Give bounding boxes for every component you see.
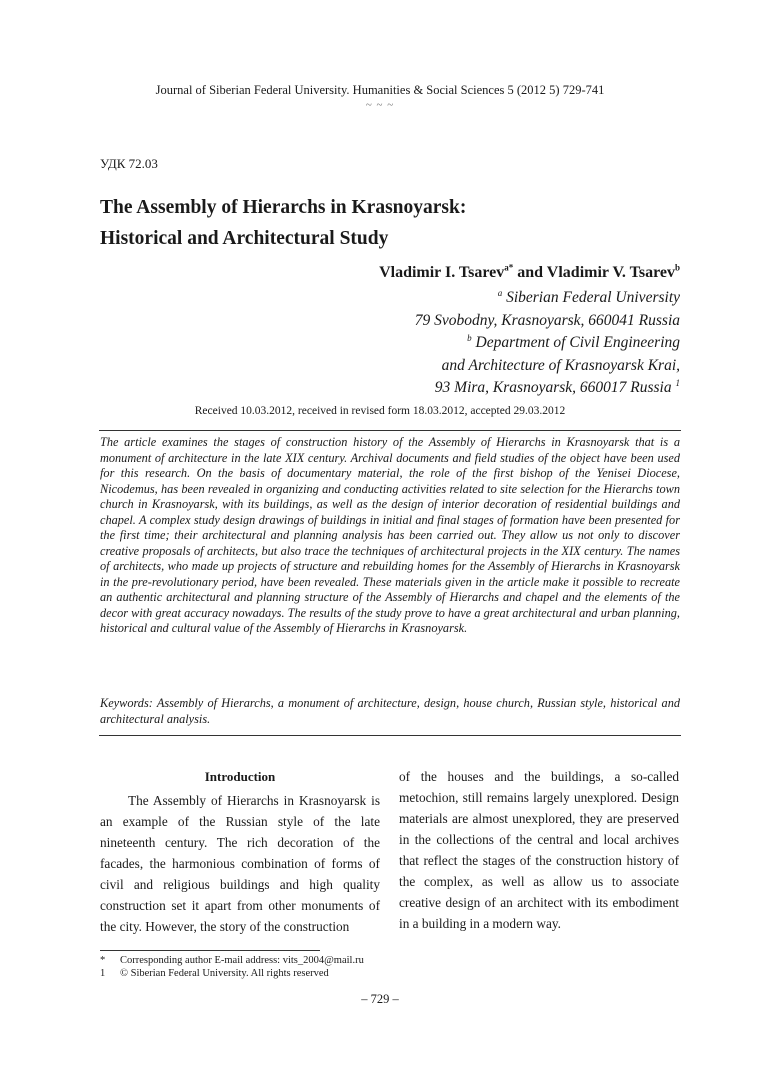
introduction-left-text: The Assembly of Hierarchs in Krasnoyarsk is an example of the Russian style of the late nineteenth century. The rich decoration of the facades, the harmonious combination of forms of civil and religious buildings and high quality construction set it apart from other monuments of the city. However, the story of the construction: [100, 793, 380, 934]
journal-header: Journal of Siberian Federal University. Humanities & Social Sciences 5 (2012 5) 729-741: [155, 83, 605, 97]
affil-a-sup: a: [497, 287, 503, 298]
column-left: [100, 766, 380, 937]
page-number: – 729 –: [361, 992, 399, 1006]
author-2-sup: b: [674, 262, 680, 273]
footnote-1: [100, 954, 364, 967]
abstract-bottom-rule: [99, 735, 681, 736]
author-1: Vladimir I. Tsarev: [379, 264, 505, 281]
abstract-top-rule: [99, 430, 681, 431]
author-2: Vladimir V. Tsarev: [546, 264, 675, 281]
introduction-heading: Introduction: [204, 769, 276, 784]
footnote-1-mark: *: [100, 955, 106, 966]
title-line-1: The Assembly of Hierarchs in Krasnoyarsk:: [100, 197, 467, 218]
udk-code: УДК 72.03: [100, 156, 158, 171]
affil-a-line2: 79 Svobodny, Krasnoyarsk, 660041 Russia: [414, 311, 680, 329]
footnote-1-text: Corresponding author E-mail address: vits_2004@mail.ru: [120, 955, 364, 966]
header-separator: ~ ~ ~: [365, 99, 395, 111]
introduction-right-text: of the houses and the buildings, a so-called metochion, still remains largely unexplored. Design materials are almost unexplored, they are preserved in the collections of the central and local archives that reflect the stages of the construction history of the complex, as well as allow us to associate creative design of an architect with its embodiment in a building in a modern way.: [399, 769, 679, 931]
affil-b-line2: and Architecture of Krasnoyarsk Krai,: [441, 356, 680, 374]
footnote-rule: [100, 950, 320, 951]
keywords: Keywords: Assembly of Hierarchs, a monument of architecture, design, house church, Russian style, historical and architectural analysis.: [100, 696, 680, 726]
authors-joiner: and: [513, 264, 547, 281]
received-dates: Received 10.03.2012, received in revised form 18.03.2012, accepted 29.03.2012: [194, 405, 566, 417]
affil-b-line3-sup: 1: [675, 377, 680, 388]
article-title: [100, 192, 680, 254]
affil-b-sup: b: [467, 332, 472, 343]
affil-b-line3: 93 Mira, Krasnoyarsk, 660017 Russia: [434, 379, 676, 396]
affiliations: [415, 287, 680, 400]
affil-b-line1: Department of Civil Engineering: [471, 334, 680, 351]
footnote-2: [100, 967, 329, 980]
affil-a-line1: Siberian Federal University: [502, 289, 680, 306]
authors: [379, 264, 680, 282]
footnote-2-text: © Siberian Federal University. All rights reserved: [120, 968, 329, 979]
abstract: The article examines the stages of construction history of the Assembly of Hierarchs in Krasnoyarsk that is a monument of architecture in the late XIX century. Archival documents and field studies of the object have been used for this research. On the basis of documentary material, the role of the first bishop of the Yenisei Diocese, Nicodemus, has been revealed in organizing and conducting activities related to site selection for the Hierarchs town church in Krasnoyarsk, with its buildings, as well as the design of interior decoration of residential buildings and chapel. A complex study design drawings of buildings in initial and final stages of formation have been presented for the first time; their architectural and planning analysis has been carried out. They allow us not only to discover creative proposals of architects, but also trace the techniques of architectural projects in the XIX century. The names of architects, who made up projects of structure and rebuilding homes for the Assembly of Hierarchs in Krasnoyarsk in the pre-revolutionary period, have been revealed. These materials given in the article make it possible to recreate an authentic architectural and planning structure of the Assembly of Hierarchs and chapel and the elements of the decor with great accuracy nowadays. The results of the study prove to have a great architectural and urban planning, historical and cultural value of the Assembly of Hierarchs in Krasnoyarsk.: [100, 435, 680, 635]
column-right: [399, 766, 679, 934]
footnote-2-mark: 1: [100, 968, 106, 979]
title-line-2: Historical and Architectural Study: [100, 228, 389, 249]
author-1-sup: a*: [504, 262, 514, 273]
